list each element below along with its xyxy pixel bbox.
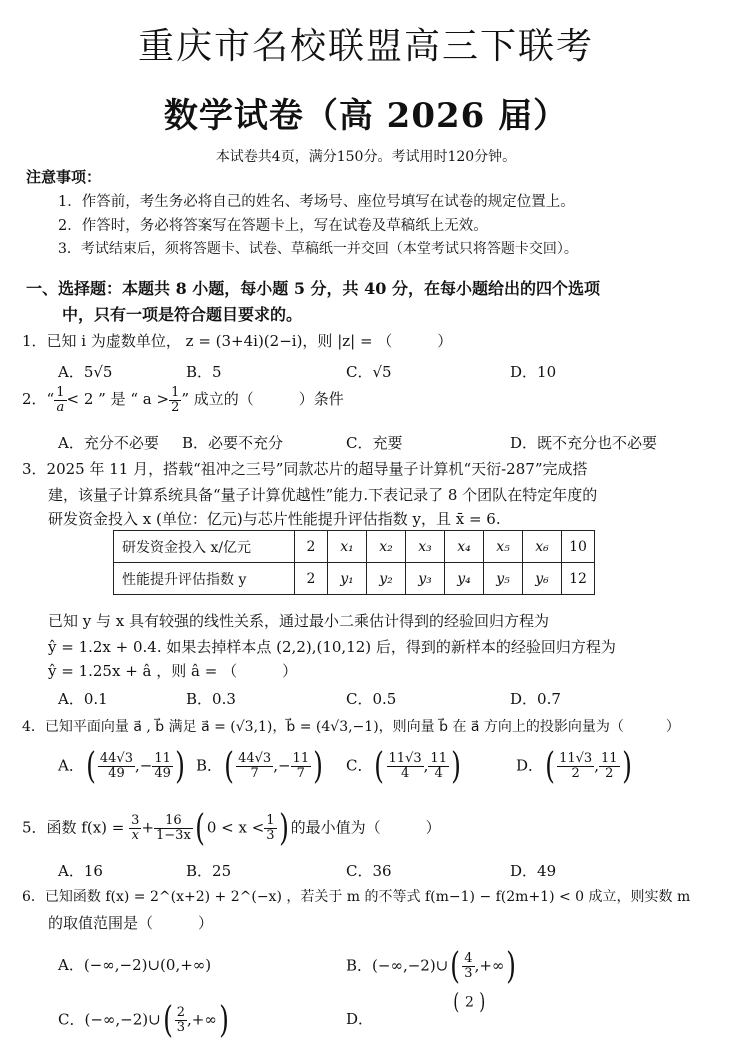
table-cell: 2 — [295, 531, 328, 563]
q3-option-a: A．0.1 — [58, 690, 108, 708]
exam-subtitle: 本试卷共4页，满分150分。考试用时120分钟。 — [215, 149, 517, 165]
table-cell: x₁ — [328, 531, 367, 563]
table-row — [114, 563, 595, 595]
table-cell: y₅ — [484, 563, 523, 595]
q2-option-a: A．充分不必要 — [58, 434, 159, 452]
table-cell: y₄ — [445, 563, 484, 595]
exam-title-line1: 重庆市名校联盟高三下联考 — [137, 26, 594, 67]
q3-line4: 已知 y 与 x 具有较强的线性关系，通过最小二乘估计得到的经验回归方程为 — [48, 612, 550, 630]
q3-data-table — [113, 530, 595, 595]
q2-fraction-1-over-2: $\frac{1}{2}$ — [171, 385, 180, 415]
q1-stem: 1．已知 i 为虚数单位， z = (3+4i)(2−i)，则 |z| = （ ） — [22, 332, 453, 350]
note-item: 1．作答前，考生务必将自己的姓名、考场号、座位号填写在试卷的规定位置上。 — [58, 194, 575, 210]
table-cell: 性能提升评估指数 y — [114, 563, 295, 595]
q4-option-b: B．( $\frac{44√3}{7}$ ,− $\frac{11}{7}$ ) — [196, 746, 324, 787]
q4-option-a: A．( $\frac{44√3}{49}$ ,− $\frac{11}{49}$ ) — [58, 746, 185, 787]
q5-stem: 5．函数 f(x) = $\frac{3}{x}$ + $\frac{16}{1-3x}$ ( 0 < x < $\frac{1}{3}$ ) 的最小值为（ ） — [22, 808, 441, 849]
q3-option-b: B．0.3 — [186, 690, 236, 708]
q3-option-d: D．0.7 — [510, 690, 561, 708]
q5-option-b: B．25 — [186, 862, 232, 880]
q4-option-d: D．( $\frac{11√3}{2}$ , $\frac{11}{2}$ ) — [516, 746, 632, 787]
section-heading-line1: 一、选择题：本题共 8 小题，每小题 5 分，共 40 分，在每小题给出的四个选项 — [26, 279, 600, 298]
q3-line5: ŷ = 1.2x + 0.4. 如果去掉样本点 (2,2),(10,12) 后，得到的新样本的经验回归方程为 — [48, 638, 616, 656]
table-cell: x₂ — [367, 531, 406, 563]
table-cell: 12 — [562, 563, 595, 595]
table-cell: y₆ — [523, 563, 562, 595]
q3-option-c: C．0.5 — [346, 690, 397, 708]
q4-stem: 4．已知平面向量 a⃗ , b⃗ 满足 a⃗ = (√3,1)，b⃗ = (4√3,−1)，则向量 b⃗ 在 a⃗ 方向上的投影向量为（ ） — [22, 719, 680, 735]
q6-option-b: B．(−∞,−2)∪( $\frac{4}{3}$ ,+∞) — [346, 946, 517, 987]
note-item: 2．作答时，务必将答案写在答题卡上，写在试卷及草稿纸上无效。 — [58, 218, 488, 234]
q1-option-b: B．5 — [186, 363, 222, 381]
q3-line2: 建，该量子计算系统具备“量子计算优越性”能力.下表记录了 8 个团队在特定年度的 — [48, 486, 598, 504]
q5-option-a: A．16 — [58, 862, 103, 880]
table-cell: x₄ — [445, 531, 484, 563]
q2-option-b: B．必要不充分 — [182, 434, 284, 452]
table-cell: y₃ — [406, 563, 445, 595]
q6-option-a: A．(−∞,−2)∪(0,+∞) — [58, 956, 212, 974]
q6-option-d: D． — [346, 1010, 374, 1028]
q2-option-d: D．既不充分也不必要 — [510, 434, 658, 452]
q2-option-c: C．充要 — [346, 434, 403, 452]
q6-line2: 的取值范围是（ ） — [48, 914, 214, 932]
q6-line1: 6．已知函数 f(x) = 2^(x+2) + 2^(−x) ，若关于 m 的不等式 f(m−1) − f(2m+1) < 0 成立，则实数 m — [22, 889, 691, 905]
q5-option-c: C．36 — [346, 862, 392, 880]
q5-option-d: D．49 — [510, 862, 557, 880]
q2-stem: 2．“ $\frac{1}{a}$ < 2 ” 是 “ a > $\frac{1}{2}$ ” 成立的（ ）条件 — [22, 385, 344, 415]
q3-line3: 研发资金投入 x (单位：亿元)与芯片性能提升评估指数 y，且 x̄ = 6. — [48, 510, 501, 528]
q3-line1: 3．2025 年 11 月，搭载“祖冲之三号”同款芯片的超导量子计算机“天衍-287”完成搭 — [22, 460, 588, 478]
q1-option-d: D．10 — [510, 363, 557, 381]
table-row — [114, 531, 595, 563]
table-cell: 2 — [295, 563, 328, 595]
q3-line6: ŷ = 1.25x + â ，则 â = （ ） — [48, 662, 298, 680]
notes-heading: 注意事项： — [26, 168, 102, 186]
q2-fraction-1-over-a: $\frac{1}{a}$ — [56, 385, 65, 415]
q6-option-d-partial: ( 2 ) — [453, 990, 486, 1015]
table-cell: 10 — [562, 531, 595, 563]
table-cell: 研发资金投入 x/亿元 — [114, 531, 295, 563]
section-heading-line2: 中，只有一项是符合题目要求的。 — [62, 305, 303, 324]
exam-title-line2: 数学试卷（高 2026 届） — [163, 96, 569, 136]
table-cell: y₁ — [328, 563, 367, 595]
q1-option-c: C．√5 — [346, 363, 392, 381]
table-cell: x₃ — [406, 531, 445, 563]
table-cell: x₆ — [523, 531, 562, 563]
table-cell: x₅ — [484, 531, 523, 563]
q1-option-a: A．5√5 — [58, 363, 113, 381]
note-item: 3．考试结束后，须将答题卡、试卷、草稿纸一并交回（本堂考试只将答题卡交回）。 — [58, 241, 578, 257]
q6-option-c: C．(−∞,−2)∪( $\frac{2}{3}$ ,+∞) — [58, 1000, 229, 1041]
table-cell: y₂ — [367, 563, 406, 595]
q4-option-c: C．( $\frac{11√3}{4}$ , $\frac{11}{4}$ ) — [346, 746, 461, 787]
